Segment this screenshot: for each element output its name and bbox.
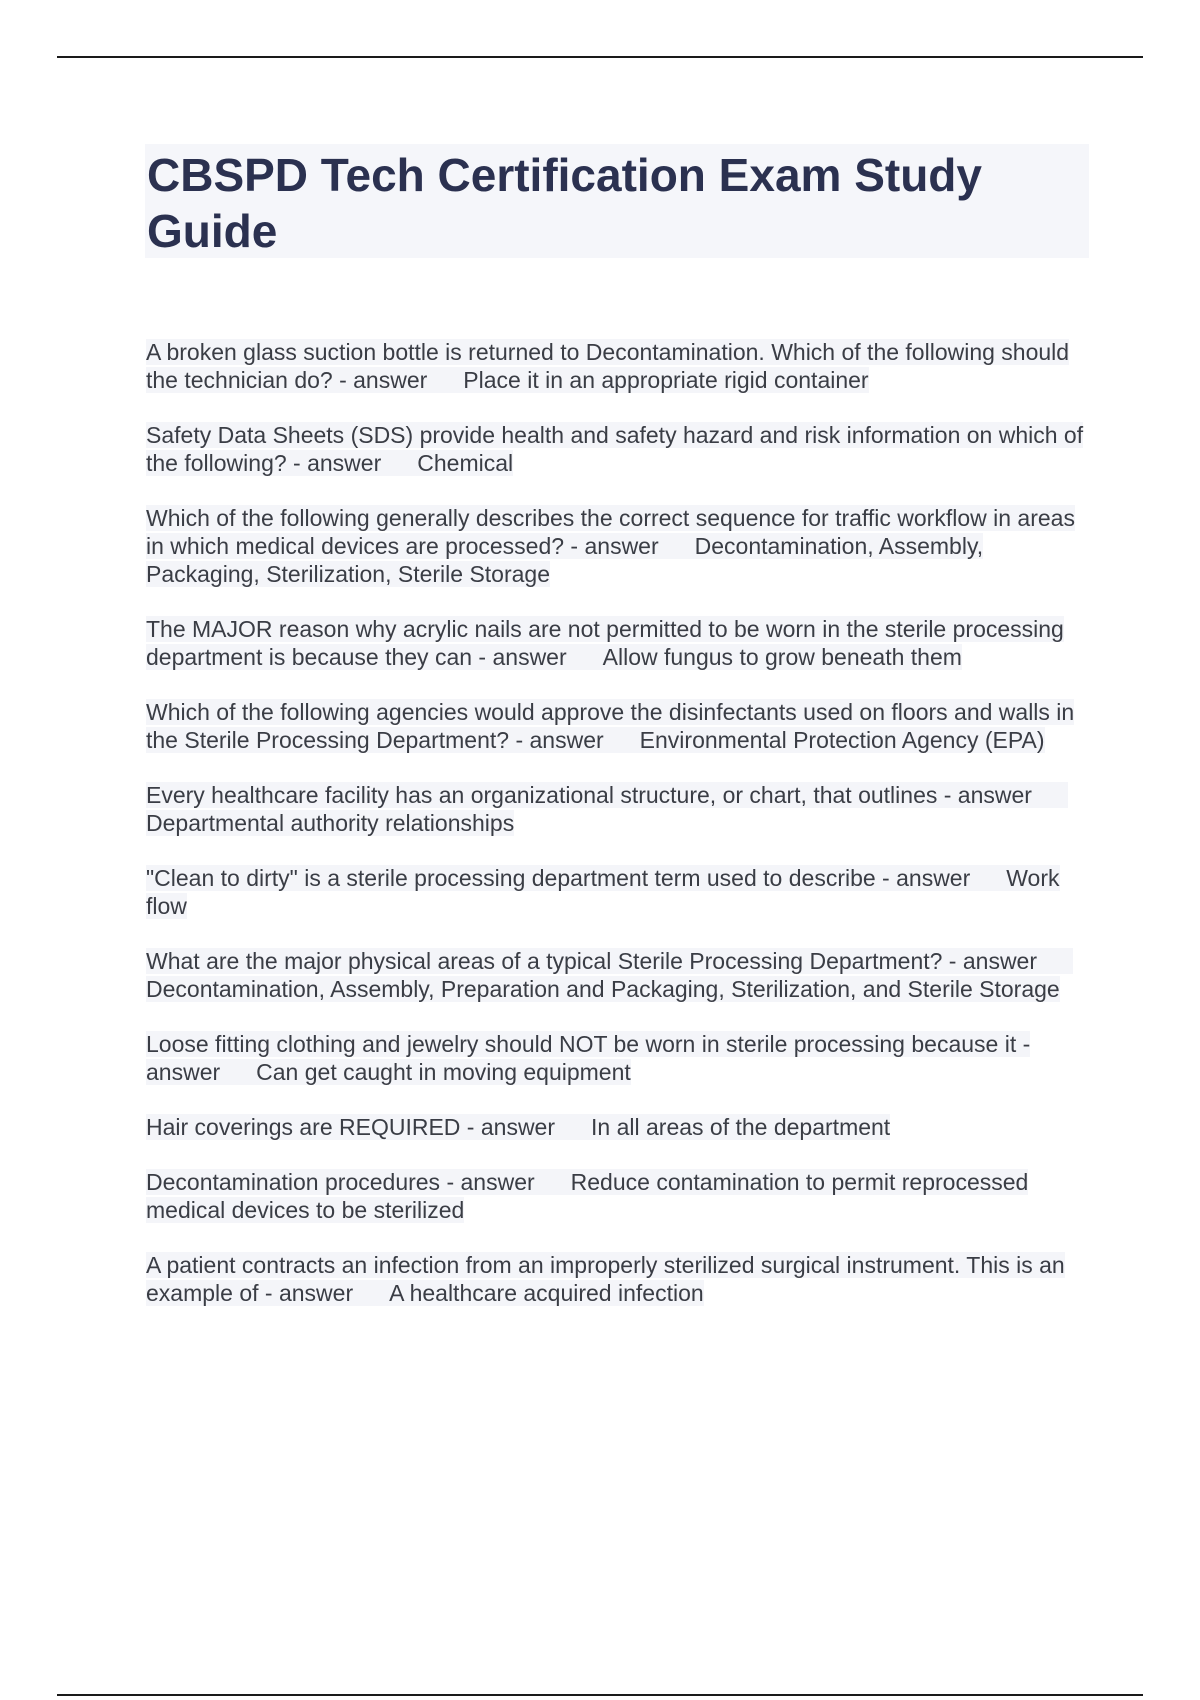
answer-text: Work flow bbox=[146, 865, 1060, 919]
answer-separator: - answer bbox=[258, 1280, 354, 1306]
answer-text: Environmental Protection Agency (EPA) bbox=[639, 727, 1045, 753]
answer-separator: - answer bbox=[472, 644, 567, 670]
qa-item bbox=[146, 1113, 1086, 1141]
answer-text: Place it in an appropriate rigid container bbox=[463, 367, 869, 393]
qa-item bbox=[146, 1168, 1086, 1224]
answer-text: Can get caught in moving equipment bbox=[256, 1059, 631, 1085]
answer-text: A healthcare acquired infection bbox=[389, 1280, 704, 1306]
answer-separator: - answer bbox=[286, 450, 382, 476]
qa-item bbox=[146, 504, 1086, 588]
answer-separator: - answer bbox=[564, 533, 659, 559]
question-text: The MAJOR reason why acrylic nails are not permitted to be worn in the sterile processing department is because they can bbox=[146, 616, 1064, 670]
answer-separator: - answer bbox=[509, 727, 604, 753]
answer-text: Reduce contamination to permit reprocessed medical devices to be sterilized bbox=[146, 1169, 1029, 1223]
qa-item bbox=[146, 1251, 1086, 1307]
answer-text: Departmental authority relationships bbox=[146, 810, 515, 836]
question-text: A broken glass suction bottle is returned to Decontamination. Which of the following should the technician do? bbox=[146, 339, 1070, 393]
qa-list bbox=[146, 338, 1086, 1334]
title-block bbox=[145, 144, 1089, 258]
qa-item bbox=[146, 947, 1086, 1003]
qa-item bbox=[146, 615, 1086, 671]
qa-item bbox=[146, 338, 1086, 394]
question-text: "Clean to dirty" is a sterile processing department term used to describe bbox=[146, 865, 876, 891]
top-rule bbox=[57, 56, 1143, 58]
answer-text: Chemical bbox=[417, 450, 514, 476]
answer-text: Decontamination, Assembly, Packaging, Sterilization, Sterile Storage bbox=[146, 533, 984, 587]
question-text: Hair coverings are REQUIRED bbox=[146, 1114, 461, 1140]
answer-separator: - answer bbox=[875, 865, 971, 891]
answer-text: Allow fungus to grow beneath them bbox=[602, 644, 962, 670]
document-title: CBSPD Tech Certification Exam Study Guide bbox=[147, 149, 982, 257]
qa-item bbox=[146, 781, 1086, 837]
question-text: What are the major physical areas of a typical Sterile Processing Department? bbox=[146, 948, 943, 974]
answer-text: In all areas of the department bbox=[591, 1114, 891, 1140]
answer-separator: - answer bbox=[942, 948, 1038, 974]
question-text: A patient contracts an infection from an improperly sterilized surgical instrument. This is an example of bbox=[146, 1252, 1065, 1306]
bottom-rule bbox=[57, 1694, 1143, 1696]
qa-item bbox=[146, 1030, 1086, 1086]
question-text: Safety Data Sheets (SDS) provide health and safety hazard and risk information on which of the following? bbox=[146, 422, 1084, 476]
answer-separator: - answer bbox=[937, 782, 1032, 808]
qa-item bbox=[146, 698, 1086, 754]
question-text: Which of the following agencies would approve the disinfectants used on floors and walls in the Sterile Processing Department? bbox=[146, 699, 1075, 753]
answer-separator: - answer bbox=[146, 1031, 1031, 1085]
qa-item bbox=[146, 421, 1086, 477]
question-text: Every healthcare facility has an organizational structure, or chart, that outlines bbox=[146, 782, 938, 808]
answer-text: Decontamination, Assembly, Preparation and Packaging, Sterilization, and Sterile Storage bbox=[146, 976, 1060, 1002]
qa-item bbox=[146, 864, 1086, 920]
question-text: Which of the following generally describes the correct sequence for traffic workflow in areas in which medical devices are processed? bbox=[146, 505, 1075, 559]
question-text: Decontamination procedures bbox=[146, 1169, 441, 1195]
answer-separator: - answer bbox=[440, 1169, 535, 1195]
answer-separator: - answer bbox=[332, 367, 428, 393]
answer-separator: - answer bbox=[460, 1114, 556, 1140]
question-text: Loose fitting clothing and jewelry should NOT be worn in sterile processing because it bbox=[146, 1031, 1017, 1057]
